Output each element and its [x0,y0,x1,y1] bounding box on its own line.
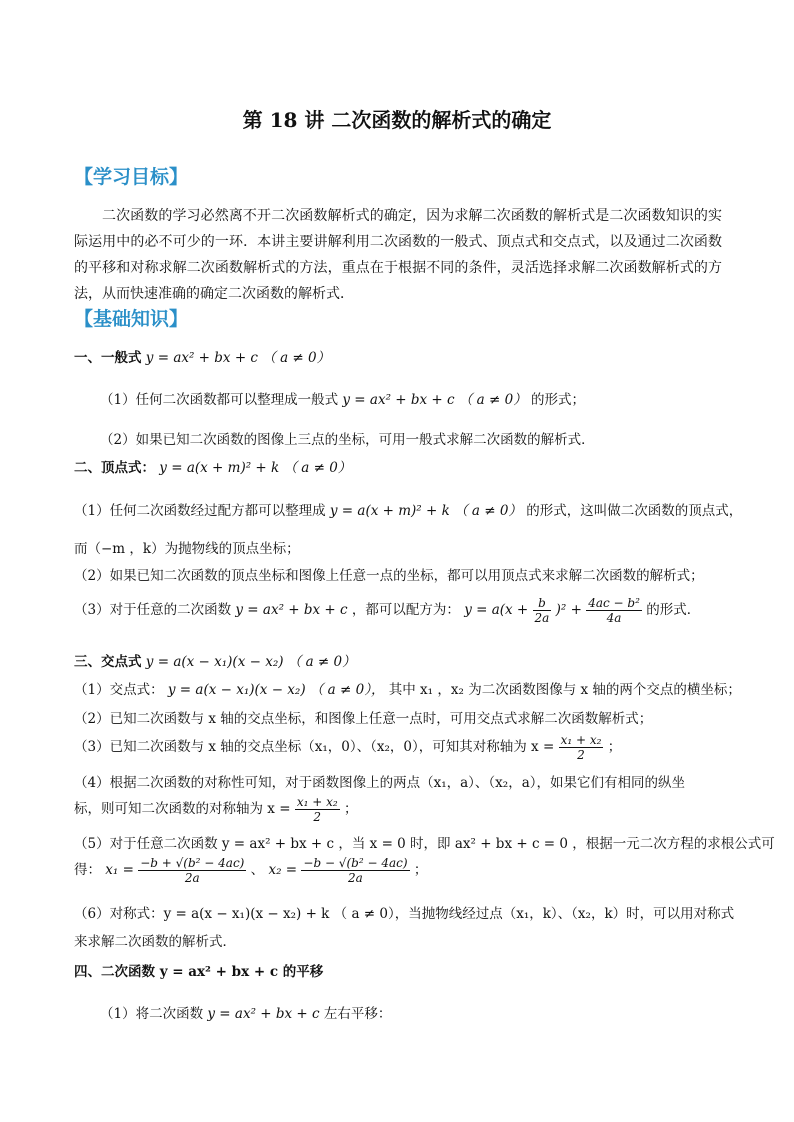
list-item: （2）已知二次函数与 x 轴的交点坐标，和图像上任意一点时，可用交点式求解二次函数解析式； [74,711,653,727]
section-intercept-form [74,650,356,670]
item-text: （1）将二次函数 [100,1006,204,1022]
fraction: $\frac{b}{2a}$ [534,596,550,625]
item-text: ； [607,739,622,755]
formula: y = a(x − x₁)(x − x₂) （ a ≠ 0）， [167,682,385,698]
list-item [74,856,427,885]
item-text: ； [343,801,358,817]
section-vertex-form [74,456,351,476]
section-heading: 四、二次函数 y = ax² + bx + c 的平移 [74,964,324,980]
item-text: 其中 x₁ ，x₂ 为二次函数图像与 x 轴的两个交点的横坐标； [388,682,741,698]
formula: y = ax² + bx + c （ a ≠ 0） [145,350,331,366]
fraction: $\frac{\text{4ac − b²}}{4a}$ [588,596,640,625]
list-item: （2）如果已知二次函数的顶点坐标和图像上任意一点的坐标，都可以用顶点式来求解二次函数的解析式； [74,568,704,584]
list-item [100,1002,391,1022]
formula: y = a(x + m)² + k （ a ≠ 0） [329,503,522,519]
fraction: $\frac{\text{x₁ + x₂}}{2}$ [296,795,338,824]
section-heading: 二、顶点式： [74,460,155,476]
formula: y = ax² + bx + c [207,1006,320,1022]
basic-knowledge-heading: 【基础知识】 [74,308,189,330]
list-item: （5）对于任意二次函数 y = ax² + bx + c ，当 x = 0 时，即 ax² + bx + c = 0 ，根据一元二次方程的求根公式可 [74,836,775,852]
list-item: 来求解二次函数的解析式． [74,934,236,950]
item-text: 的形式； [531,392,586,408]
item-text: （1）任何二次函数经过配方都可以整理成 [74,503,326,519]
list-item [74,499,742,519]
formula: x₁ = [105,862,134,878]
item-text: （1）任何二次函数都可以整理成一般式 [100,392,339,408]
list-item: （6）对称式：y = a(x − x₁)(x − x₂) + k （ a ≠ 0），当抛物线经过点（x₁，k）、（x₂，k）时，可以用对称式 [74,906,735,922]
formula: y = ax² + bx + c [235,602,348,618]
item-text: （3）已知二次函数与 x 轴的交点坐标（x₁，0）、（x₂，0），可知其对称轴为 x = [74,739,555,755]
formula: )² + [555,602,582,618]
item-text: 、 [250,862,265,878]
list-item: （2）如果已知二次函数的图像上三点的坐标，可用一般式求解二次函数的解析式． [100,432,595,448]
list-item [100,388,585,408]
list-item: 而（−m ，k）为抛物线的顶点坐标； [74,541,300,557]
list-item [74,795,357,824]
item-text: 得： [74,862,101,878]
list-item [74,596,700,625]
list-item [74,733,621,762]
formula: y = a(x − x₁)(x − x₂) （ a ≠ 0） [145,654,356,670]
list-item [74,678,741,698]
page-title: 第 18 讲 二次函数的解析式的确定 [242,108,552,132]
section-general-form [74,346,330,366]
item-text: 的形式． [646,602,701,618]
list-item: （4）根据二次函数的对称性可知，对于函数图像上的两点（x₁，a）、（x₂，a），如果它们有相同的纵坐 [74,775,685,791]
item-text: （1）交点式： [74,682,164,698]
learning-goal-heading: 【学习目标】 [74,166,189,188]
item-text: 标，则可知二次函数的对称轴为 x = [74,801,291,817]
formula: y = ax² + bx + c （ a ≠ 0） [342,392,527,408]
fraction: $\frac{\text{−b + √(b² − 4ac)}}{2a}$ [140,856,245,885]
fraction: $\frac{\text{−b − √(b² − 4ac)}}{2a}$ [303,856,408,885]
item-text: ； [413,862,428,878]
item-text: 的形式，这叫做二次函数的顶点式， [526,503,743,519]
formula: y = a(x + m)² + k （ a ≠ 0） [159,460,352,476]
section-translation [74,960,323,980]
item-text: 左右平移： [323,1006,392,1022]
formula: x₂ = [268,862,298,878]
formula: y = a(x + [464,602,529,618]
fraction: $\frac{\text{x₁ + x₂}}{2}$ [560,733,602,762]
learning-goal-text: 二次函数的学习必然离不开二次函数解析式的确定，因为求解二次函数的解析式是二次函数知识的实际运用中的必不可少的一环．本讲主要讲解利用二次函数的一般式、顶点式和交点式，以及通过二次函数的平移和对称求解二次函数解析式的方法，重点在于根据不同的条件，灵活选择求解二次函数解析式的方法，从而快速准确的确定二次函数的解析式． [74,208,722,302]
section-heading: 一、一般式 [74,350,142,366]
item-text: ，都可以配方为： [351,602,460,618]
section-heading: 三、交点式 [74,654,142,670]
item-text: （3）对于任意的二次函数 [74,602,232,618]
